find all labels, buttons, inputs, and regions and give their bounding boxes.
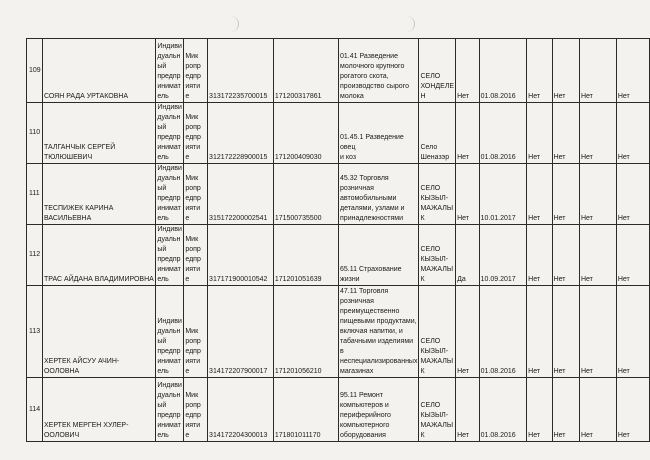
- flag-1: Нет: [527, 225, 552, 286]
- row-number: 112: [27, 225, 43, 286]
- newly-created-flag: Нет: [456, 286, 480, 378]
- flag-1: Нет: [527, 164, 552, 225]
- table-row: [27, 39, 650, 103]
- activity-code: 01.45.1 Разведение овец и коз: [339, 103, 419, 164]
- inn: 171200317861: [273, 39, 338, 103]
- table-row: [27, 164, 650, 225]
- business-category: Мик ропр едпр ияти е: [184, 378, 208, 442]
- flag-3: Нет: [579, 286, 616, 378]
- entrepreneur-name: СОЯН РАДА УРТАКОВНА: [42, 39, 155, 103]
- flag-4: Нет: [616, 286, 649, 378]
- ogrn: 314172207900017: [208, 286, 274, 378]
- flag-4: Нет: [616, 164, 649, 225]
- business-category: Мик ропр едпр ияти е: [184, 164, 208, 225]
- flag-3: Нет: [579, 39, 616, 103]
- activity-code: 65.11 Страхование жизни: [339, 225, 419, 286]
- newly-created-flag: Нет: [456, 378, 480, 442]
- ogrn: 317171900010542: [208, 225, 274, 286]
- flag-2: Нет: [552, 225, 579, 286]
- flag-1: Нет: [527, 378, 552, 442]
- business-category: Мик ропр едпр ияти е: [184, 39, 208, 103]
- entrepreneur-name: ТРАС АЙДАНА ВЛАДИМИРОВНА: [42, 225, 155, 286]
- flag-3: Нет: [579, 103, 616, 164]
- table-row: [27, 103, 650, 164]
- location: Село Шеназэр: [419, 103, 456, 164]
- inn: 171201051639: [273, 225, 338, 286]
- row-number: 111: [27, 164, 43, 225]
- entrepreneur-name: ХЕРТЕК АЙСУУ АЧИН-ООЛОВНА: [42, 286, 155, 378]
- flag-1: Нет: [527, 103, 552, 164]
- flag-4: Нет: [616, 103, 649, 164]
- flag-2: Нет: [552, 103, 579, 164]
- activity-code: 45.32 Торговля розничная автомобильными деталями, узлами и принадлежностями: [339, 164, 419, 225]
- flag-1: Нет: [527, 286, 552, 378]
- location: СЕЛО КЫЗЫЛ- МАЖАЛЫ К: [419, 164, 456, 225]
- location: СЕЛО КЫЗЫЛ- МАЖАЛЫ К: [419, 378, 456, 442]
- business-category: Мик ропр едпр ияти е: [184, 225, 208, 286]
- location: СЕЛО КЫЗЫЛ- МАЖАЛЫ К: [419, 225, 456, 286]
- entity-type: Индиви дуальн ый предпр инимат ель: [156, 39, 184, 103]
- entity-type: Индиви дуальн ый предпр инимат ель: [156, 286, 184, 378]
- row-number: 114: [27, 378, 43, 442]
- newly-created-flag: Нет: [456, 103, 480, 164]
- business-category: Мик ропр едпр ияти е: [184, 286, 208, 378]
- activity-code: 01.41 Разведение молочного крупного рогатого скота, производство сырого молока: [339, 39, 419, 103]
- business-category: Мик ропр едпр ияти е: [184, 103, 208, 164]
- entity-type: Индиви дуальн ый предпр инимат ель: [156, 225, 184, 286]
- registry-date: 01.08.2016: [479, 286, 527, 378]
- row-number: 113: [27, 286, 43, 378]
- binding-hole-mark: [228, 16, 239, 32]
- registry-date: 01.08.2016: [479, 39, 527, 103]
- activity-code: 95.11 Ремонт компьютеров и периферийного компьютерного оборудования: [339, 378, 419, 442]
- entrepreneur-name: ТЕСПИЖЕК КАРИНА ВАСИЛЬЕВНА: [42, 164, 155, 225]
- flag-4: Нет: [616, 39, 649, 103]
- inn: 171801011170: [273, 378, 338, 442]
- row-number: 109: [27, 39, 43, 103]
- entity-type: Индиви дуальн ый предпр инимат ель: [156, 103, 184, 164]
- activity-code: 47.11 Торговля розничная преимущественно пищевыми продуктами, включая напитки, и табачными изделиями в неспециализированных магазинах: [339, 286, 419, 378]
- registry-date: 10.01.2017: [479, 164, 527, 225]
- ogrn: 312172228900015: [208, 103, 274, 164]
- table-row: [27, 286, 650, 378]
- newly-created-flag: Нет: [456, 39, 480, 103]
- entity-type: Индиви дуальн ый предпр инимат ель: [156, 378, 184, 442]
- ogrn: 313172235700015: [208, 39, 274, 103]
- ogrn: 315172200002541: [208, 164, 274, 225]
- flag-2: Нет: [552, 286, 579, 378]
- entity-type: Индиви дуальн ый предпр инимат ель: [156, 164, 184, 225]
- flag-1: Нет: [527, 39, 552, 103]
- newly-created-flag: Да: [456, 225, 480, 286]
- flag-4: Нет: [616, 378, 649, 442]
- ogrn: 314172204300013: [208, 378, 274, 442]
- flag-3: Нет: [579, 164, 616, 225]
- binding-hole-mark: [404, 16, 415, 32]
- newly-created-flag: Нет: [456, 164, 480, 225]
- location: СЕЛО ХОНДЕЛЕ Н: [419, 39, 456, 103]
- flag-2: Нет: [552, 378, 579, 442]
- table-row: [27, 378, 650, 442]
- registry-table: [26, 38, 650, 442]
- location: СЕЛО КЫЗЫЛ- МАЖАЛЫ К: [419, 286, 456, 378]
- registry-date: 01.08.2016: [479, 378, 527, 442]
- inn: 171200409030: [273, 103, 338, 164]
- flag-3: Нет: [579, 225, 616, 286]
- inn: 171500735500: [273, 164, 338, 225]
- table-row: [27, 225, 650, 286]
- flag-4: Нет: [616, 225, 649, 286]
- flag-2: Нет: [552, 39, 579, 103]
- registry-date: 10.09.2017: [479, 225, 527, 286]
- inn: 171201056210: [273, 286, 338, 378]
- row-number: 110: [27, 103, 43, 164]
- flag-3: Нет: [579, 378, 616, 442]
- entrepreneur-name: ТАЛГАНЧЫК СЕРГЕЙ ТЮЛЮШЕВИЧ: [42, 103, 155, 164]
- entrepreneur-name: ХЕРТЕК МЕРГЕН ХУЛЕР-ООЛОВИЧ: [42, 378, 155, 442]
- registry-date: 01.08.2016: [479, 103, 527, 164]
- flag-2: Нет: [552, 164, 579, 225]
